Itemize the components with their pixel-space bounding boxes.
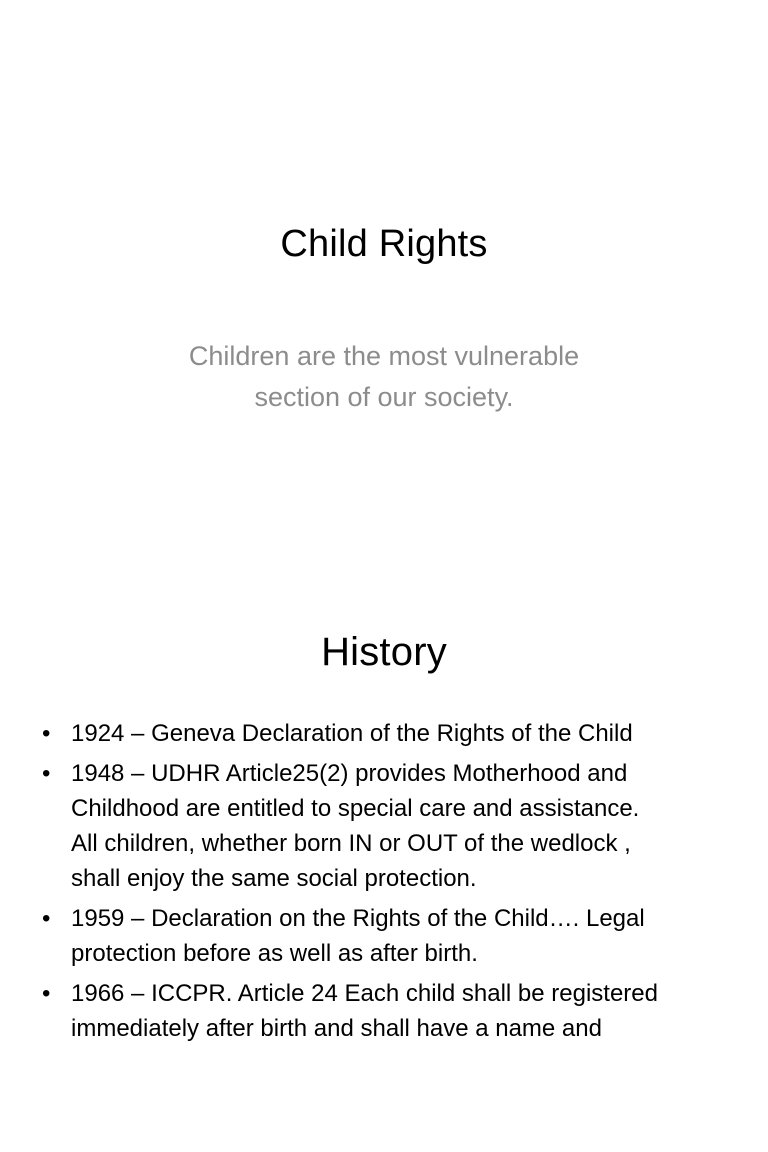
bullet-text-line: shall enjoy the same social protection. <box>71 865 477 892</box>
bullet-text-line: 1948 – UDHR Article25(2) provides Motherhood and <box>71 760 628 787</box>
bullet-icon: • <box>42 760 51 787</box>
history-slide <box>0 576 768 1152</box>
bullet-item <box>42 716 722 751</box>
bullet-item <box>42 901 722 971</box>
bullet-text-line: immediately after birth and shall have a name and <box>71 1015 602 1042</box>
subtitle-line: section of our society. <box>254 382 514 412</box>
bullet-item <box>42 756 722 896</box>
bullet-icon: • <box>42 720 51 747</box>
bullet-list <box>42 716 722 1051</box>
bullet-text-line: 1959 – Declaration on the Rights of the Child…. Legal <box>71 905 645 932</box>
subtitle-line: Children are the most vulnerable <box>188 341 580 371</box>
bullet-text-line: 1924 – Geneva Declaration of the Rights of the Child <box>71 720 633 747</box>
bullet-text-line: 1966 – ICCPR. Article 24 Each child shall be registered <box>71 980 658 1007</box>
bullet-text-line: protection before as well as after birth. <box>71 940 478 967</box>
slide-subtitle <box>0 336 768 418</box>
slide-title: Child Rights <box>280 223 488 265</box>
bullet-text-line: Childhood are entitled to special care and assistance. <box>71 795 640 822</box>
bullet-item <box>42 976 722 1046</box>
bullet-icon: • <box>42 905 51 932</box>
slide-title: History <box>321 630 447 674</box>
bullet-icon: • <box>42 980 51 1007</box>
bullet-text-line: All children, whether born IN or OUT of the wedlock , <box>71 830 631 857</box>
